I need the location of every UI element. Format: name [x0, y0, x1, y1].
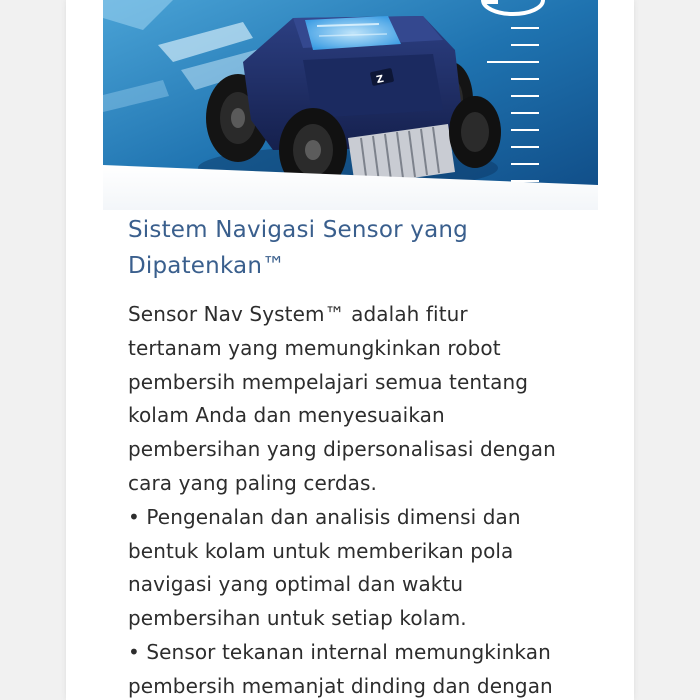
- svg-text:Z: Z: [375, 73, 385, 87]
- description-line: pembersihan yang dipersonalisasi dengan: [128, 437, 556, 462]
- bullet-line: bentuk kolam untuk memberikan pola: [128, 538, 514, 563]
- robot-pool-cleaner-illustration: [103, 0, 598, 210]
- feature-title-line: Sistem Navigasi Sensor yang: [128, 217, 468, 243]
- feature-description: [128, 298, 588, 700]
- description-line: tertanam yang memungkinkan robot: [128, 335, 501, 360]
- feature-title-line: Dipatenkan™: [128, 253, 286, 279]
- bullet-line: pembersih memanjat dinding dan dengan: [128, 673, 553, 698]
- feature-section: [128, 212, 588, 700]
- bullet-line: navigasi yang optimal dan waktu: [128, 572, 464, 597]
- description-line: pembersih mempelajari semua tentang: [128, 369, 529, 394]
- bullet-line: pembersihan untuk setiap kolam.: [128, 606, 467, 631]
- description-line: cara yang paling cerdas.: [128, 470, 378, 495]
- wheel-front-right: [449, 96, 501, 168]
- product-hero-image: [103, 0, 598, 210]
- description-line: Sensor Nav System™ adalah fitur: [128, 302, 468, 326]
- feature-title: [128, 212, 588, 284]
- description-line: kolam Anda dan menyesuaikan: [128, 403, 445, 428]
- bullet-line: • Sensor tekanan internal memungkinkan: [128, 639, 551, 664]
- bullet-line: • Pengenalan dan analisis dimensi dan: [128, 504, 521, 529]
